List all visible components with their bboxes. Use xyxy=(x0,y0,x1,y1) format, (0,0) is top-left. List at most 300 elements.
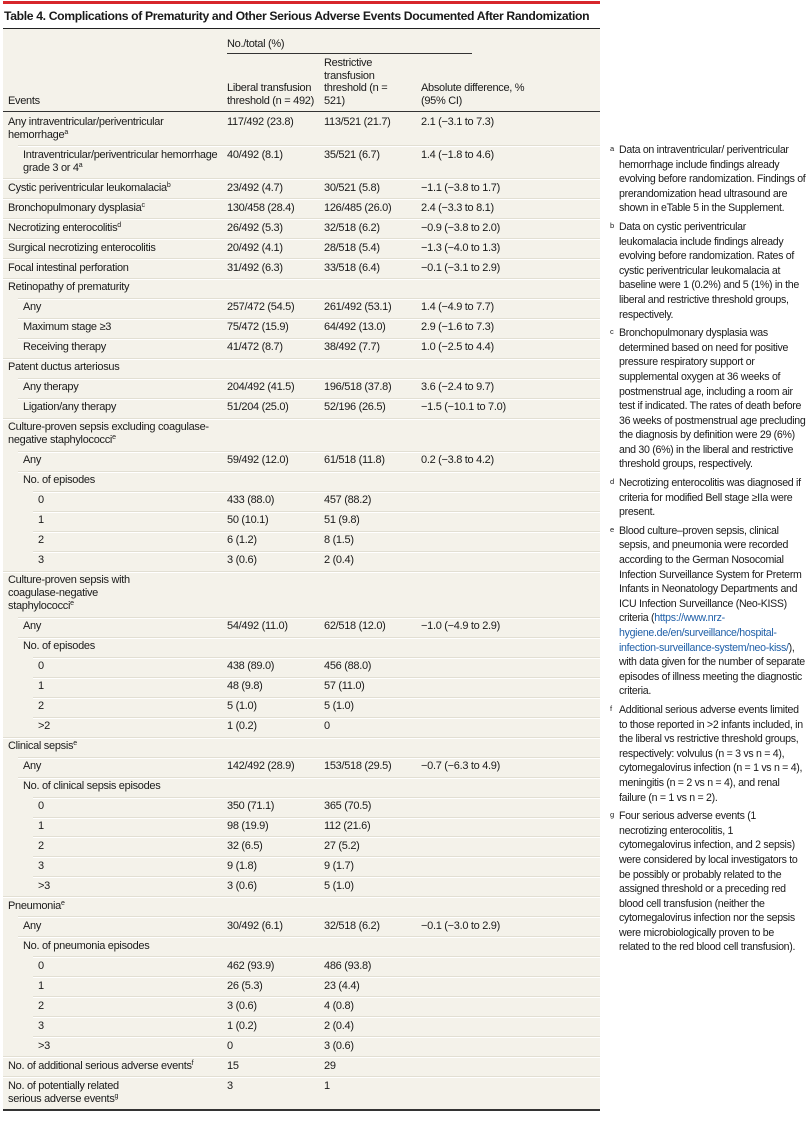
table-row xyxy=(3,278,600,298)
footnote-text: Data on intraventricular/ periventricular hemorrhage include findings already evolving before randomization. Findings of prerandomization head ultrasound are shown in eTable 5 in the Supplement. xyxy=(619,144,806,215)
difference-value xyxy=(418,1040,598,1053)
difference-value xyxy=(418,361,598,374)
event-label-text: 2 xyxy=(38,840,44,853)
event-label xyxy=(3,116,224,142)
event-label-text: No. of episodes xyxy=(23,474,95,487)
event-label xyxy=(3,321,224,334)
difference-value: −0.9 (−3.8 to 2.0) xyxy=(421,221,500,234)
liberal-value: 20/492 (4.1) xyxy=(227,241,283,254)
event-label-text: 2 xyxy=(38,534,44,547)
difference-value: 2.4 (−3.3 to 8.1) xyxy=(421,201,494,214)
footnote-mark: d xyxy=(610,477,614,487)
difference-value: −1.3 (−4.0 to 1.3) xyxy=(421,241,500,254)
difference-value xyxy=(418,880,598,893)
liberal-value: 433 (88.0) xyxy=(227,494,275,507)
event-label xyxy=(3,1080,224,1106)
footnote-marker: b xyxy=(166,181,171,189)
footnote-g xyxy=(610,809,806,955)
event-label xyxy=(3,554,224,567)
event-label-text: Any intraventricular/periventricular hemorrhage xyxy=(8,115,164,141)
restrictive-value xyxy=(321,574,418,613)
liberal-value: 350 (71.1) xyxy=(227,800,275,813)
footnote-marker: d xyxy=(117,221,121,229)
restrictive-value: 35/521 (6.7) xyxy=(324,148,380,161)
restrictive-value: 52/196 (26.5) xyxy=(324,401,386,414)
table-body xyxy=(3,112,600,1109)
liberal-value: 26/492 (5.3) xyxy=(227,221,283,234)
event-label xyxy=(3,980,224,993)
event-label xyxy=(3,860,224,873)
header-restrictive: Restrictive transfusion threshold (n = 521) xyxy=(324,57,388,107)
event-label xyxy=(3,182,224,195)
event-label-text: Necrotizing enterocolitis xyxy=(8,221,118,234)
table-row xyxy=(3,797,600,817)
restrictive-value xyxy=(321,900,418,913)
table-title: Table 4. Complications of Prematurity and Other Serious Adverse Events Documented After Randomization xyxy=(4,9,590,23)
table-row xyxy=(3,1036,600,1056)
table-row xyxy=(3,378,600,398)
event-label xyxy=(3,900,224,913)
liberal-value: 3 (0.6) xyxy=(227,554,257,567)
footnote-a xyxy=(610,143,806,216)
restrictive-value: 112 (21.6) xyxy=(324,820,371,833)
restrictive-value: 0 xyxy=(324,720,330,733)
table-row xyxy=(3,198,600,218)
table-row xyxy=(3,338,600,358)
liberal-value: 204/492 (41.5) xyxy=(227,381,295,394)
footnote-mark: a xyxy=(610,144,614,153)
restrictive-value: 62/518 (12.0) xyxy=(324,620,386,633)
liberal-value: 462 (93.9) xyxy=(227,959,275,972)
event-label xyxy=(3,700,224,713)
event-label-text: Any therapy xyxy=(23,381,79,394)
footnote-marker: a xyxy=(78,161,83,169)
table-row xyxy=(3,677,600,697)
restrictive-value: 113/521 (21.7) xyxy=(324,115,391,128)
liberal-value: 9 (1.8) xyxy=(227,860,257,873)
liberal-value: 0 xyxy=(227,1039,233,1052)
difference-value xyxy=(418,494,598,507)
difference-value xyxy=(418,554,598,567)
liberal-value xyxy=(224,574,321,613)
footnote-marker: e xyxy=(60,900,65,908)
restrictive-value: 32/518 (6.2) xyxy=(324,221,380,234)
restrictive-value: 61/518 (11.8) xyxy=(324,454,385,467)
liberal-value xyxy=(224,474,321,487)
liberal-value: 438 (89.0) xyxy=(227,660,275,673)
event-label-text: Any xyxy=(23,301,42,314)
table-row xyxy=(3,358,600,378)
footnote-marker: f xyxy=(191,1059,194,1067)
event-label xyxy=(3,381,224,394)
liberal-value xyxy=(224,900,321,913)
difference-value xyxy=(418,780,598,793)
difference-value: −0.7 (−6.3 to 4.9) xyxy=(421,760,500,773)
event-label xyxy=(3,840,224,853)
liberal-value: 59/492 (12.0) xyxy=(227,454,289,467)
table-row xyxy=(3,511,600,531)
difference-value xyxy=(418,474,598,487)
difference-value xyxy=(418,720,598,733)
restrictive-value: 1 xyxy=(324,1079,330,1092)
header-liberal: Liberal transfusion threshold (n = 492) xyxy=(227,82,314,107)
column-group-header: No./total (%) xyxy=(227,38,285,50)
difference-value: 2.9 (−1.6 to 7.3) xyxy=(421,321,494,334)
difference-value xyxy=(418,840,598,853)
event-label xyxy=(3,940,224,953)
difference-value xyxy=(418,1060,598,1073)
event-label-text: Any xyxy=(23,454,42,467)
event-label xyxy=(3,454,224,467)
footnote-b xyxy=(610,220,806,322)
event-label xyxy=(3,800,224,813)
event-label xyxy=(3,1000,224,1013)
restrictive-value: 33/518 (6.4) xyxy=(324,261,380,274)
difference-value xyxy=(418,421,598,447)
event-label xyxy=(3,262,224,275)
liberal-value xyxy=(224,421,321,447)
liberal-value xyxy=(224,361,321,374)
event-label-text: No. of episodes xyxy=(23,640,95,653)
footnote-text: Necrotizing enterocolitis was diagnosed if criteria for modified Bell stage ≥IIa were present. xyxy=(619,477,801,519)
restrictive-value: 64/492 (13.0) xyxy=(324,321,386,334)
restrictive-value: 9 (1.7) xyxy=(324,860,354,873)
table-row xyxy=(3,757,600,777)
event-label-text: 3 xyxy=(38,860,44,873)
table-row xyxy=(3,697,600,717)
event-label-text: 1 xyxy=(38,514,44,527)
difference-value: −1.0 (−4.9 to 2.9) xyxy=(421,620,500,633)
header-events: Events xyxy=(8,94,40,107)
footnote-mark: e xyxy=(610,524,614,534)
table-row xyxy=(3,976,600,996)
footnote-text: Bronchopulmonary dysplasia was determined based on need for positive pressure respiratory support or supplemental oxygen at 36 weeks of postmenstrual age, including a room air test if indicated. The rates of death before 36 weeks of postmenstrual age precluding the diagnosis by definition were 29 (6%) and 30 (6%) in the liberal and restrictive threshold groups, respectively. xyxy=(619,327,806,471)
table-header xyxy=(3,29,600,112)
event-label xyxy=(3,960,224,973)
difference-value xyxy=(418,680,598,693)
event-label-text: No. of potentially related serious adverse events xyxy=(8,1079,119,1105)
difference-value xyxy=(418,980,598,993)
event-label xyxy=(3,880,224,893)
event-label xyxy=(3,620,224,633)
liberal-value xyxy=(224,281,321,294)
event-label-text: 3 xyxy=(38,1019,44,1032)
event-label-text: 2 xyxy=(38,999,44,1012)
difference-value xyxy=(418,940,598,953)
neo-kiss-link[interactable]: https://www.nrz-hygiene.de/en/surveillance/hospital-infection-surveillance-system/neo-kiss/ xyxy=(619,612,789,654)
event-label-text: Retinopathy of prematurity xyxy=(8,281,130,294)
event-label-text: 2 xyxy=(38,700,44,713)
footnote-marker: e xyxy=(73,740,77,748)
liberal-value: 50 (10.1) xyxy=(227,514,269,527)
table-row xyxy=(3,571,600,617)
difference-value xyxy=(418,900,598,913)
event-label-text: Cystic periventricular leukomalacia xyxy=(8,181,167,194)
liberal-value: 54/492 (11.0) xyxy=(227,620,288,633)
difference-value xyxy=(418,514,598,527)
footnote-mark: b xyxy=(610,220,614,230)
liberal-value: 98 (19.9) xyxy=(227,820,269,833)
restrictive-value: 23 (4.4) xyxy=(324,979,360,992)
liberal-value: 23/492 (4.7) xyxy=(227,181,283,194)
difference-value xyxy=(418,800,598,813)
event-label-text: 1 xyxy=(38,820,44,833)
table-row xyxy=(3,657,600,677)
footnote-mark: g xyxy=(610,810,614,820)
liberal-value: 142/492 (28.9) xyxy=(227,760,295,773)
restrictive-value: 29 xyxy=(324,1059,336,1072)
footnote-text: Four serious adverse events (1 necrotizing enterocolitis, 1 cytomegalovirus infection, and 2 sepsis) were considered by local investigators to be possibly or probably related to the assigned threshold or a preceding red blood cell transfusion (neither the cytomegalovirus infection nor the sepsis were microbiologically proven to be related to the red blood cell transfusion). xyxy=(619,810,798,954)
footnote-c xyxy=(610,326,806,472)
table-row xyxy=(3,218,600,238)
event-label-text: 0 xyxy=(38,800,44,813)
restrictive-value xyxy=(321,940,418,953)
event-label xyxy=(3,281,224,294)
event-label xyxy=(3,341,224,354)
difference-value xyxy=(418,1020,598,1033)
event-label xyxy=(3,640,224,653)
restrictive-value xyxy=(321,361,418,374)
event-label xyxy=(3,820,224,833)
event-label xyxy=(3,660,224,673)
event-label-text: Maximum stage ≥3 xyxy=(23,321,112,334)
event-label xyxy=(3,1060,224,1073)
liberal-value: 3 (0.6) xyxy=(227,880,257,893)
event-label xyxy=(3,574,224,613)
footnote-text: Data on cystic periventricular leukomalacia include findings already evolving before randomization. Rates of cystic periventricular leukomalacia at baseline were 1 (0.2%) and 5 (1%) in the liberal and restrictive threshold groups, respectively. xyxy=(619,220,799,321)
difference-value xyxy=(418,860,598,873)
event-label xyxy=(3,421,224,447)
table-row xyxy=(3,936,600,956)
event-label-text: Clinical sepsis xyxy=(8,740,74,753)
complications-table xyxy=(3,28,600,1111)
table-row xyxy=(3,617,600,637)
difference-value xyxy=(418,700,598,713)
table-row xyxy=(3,451,600,471)
difference-value xyxy=(418,1080,598,1106)
difference-value: 0.2 (−3.8 to 4.2) xyxy=(421,454,494,467)
event-label-text: Bronchopulmonary dysplasia xyxy=(8,201,142,214)
table-row xyxy=(3,817,600,837)
liberal-value: 117/492 (23.8) xyxy=(227,115,294,128)
restrictive-value: 32/518 (6.2) xyxy=(324,920,380,933)
event-label-text: Culture-proven sepsis excluding coagulase-negative staphylococci xyxy=(8,421,209,447)
liberal-value: 3 (0.6) xyxy=(227,999,257,1012)
table-row xyxy=(3,145,600,178)
table-row xyxy=(3,856,600,876)
restrictive-value: 486 (93.8) xyxy=(324,959,372,972)
restrictive-value: 28/518 (5.4) xyxy=(324,241,380,254)
restrictive-value: 365 (70.5) xyxy=(324,800,372,813)
difference-value xyxy=(418,740,598,753)
event-label xyxy=(3,361,224,374)
restrictive-value: 57 (11.0) xyxy=(324,680,365,693)
restrictive-value xyxy=(321,740,418,753)
event-label xyxy=(3,242,224,255)
table-row xyxy=(3,956,600,976)
table-row xyxy=(3,876,600,896)
table-row xyxy=(3,737,600,757)
liberal-value: 41/472 (8.7) xyxy=(227,341,283,354)
restrictive-value: 196/518 (37.8) xyxy=(324,381,392,394)
table-row xyxy=(3,551,600,571)
event-label-text: Any xyxy=(23,760,42,773)
event-label-text: Any xyxy=(23,920,42,933)
table-row xyxy=(3,298,600,318)
event-label xyxy=(3,202,224,215)
footnote-d xyxy=(610,476,806,520)
event-label-text: Patent ductus arteriosus xyxy=(8,361,120,374)
liberal-value: 51/204 (25.0) xyxy=(227,401,289,414)
event-label-text: No. of clinical sepsis episodes xyxy=(23,780,161,793)
restrictive-value xyxy=(321,474,418,487)
liberal-value: 3 xyxy=(227,1079,233,1092)
event-label-text: Culture-proven sepsis with coagulase-negative staphylococci xyxy=(8,574,130,613)
liberal-value: 31/492 (6.3) xyxy=(227,261,283,274)
event-label xyxy=(3,920,224,933)
difference-value: 1.4 (−1.8 to 4.6) xyxy=(421,148,494,161)
table-row xyxy=(3,178,600,198)
liberal-value: 40/492 (8.1) xyxy=(227,148,283,161)
footnote-marker: e xyxy=(70,600,74,608)
liberal-value: 257/472 (54.5) xyxy=(227,301,295,314)
table-row xyxy=(3,531,600,551)
table-row xyxy=(3,916,600,936)
event-label-text: Surgical necrotizing enterocolitis xyxy=(8,241,156,254)
event-label-text: >3 xyxy=(38,1039,50,1052)
table-row xyxy=(3,112,600,145)
difference-value xyxy=(418,640,598,653)
event-label-text: Ligation/any therapy xyxy=(23,401,117,414)
event-label xyxy=(3,474,224,487)
restrictive-value: 2 (0.4) xyxy=(324,1019,354,1032)
liberal-value: 1 (0.2) xyxy=(227,1019,257,1032)
difference-value xyxy=(418,1000,598,1013)
footnote-text: Additional serious adverse events limited to those reported in >2 infants included, in the liberal vs restrictive threshold groups, respectively: volvulus (n = 3 vs n = 4), cytomegalovirus infection (n = 1 vs n = 4), meningitis (n = 2 vs n = 4), and renal failure (n = 1 vs n = 2). xyxy=(619,703,803,804)
liberal-value: 30/492 (6.1) xyxy=(227,920,283,933)
restrictive-value: 30/521 (5.8) xyxy=(324,181,380,194)
restrictive-value: 5 (1.0) xyxy=(324,700,354,713)
restrictive-value xyxy=(321,421,418,447)
event-label-text: Receiving therapy xyxy=(23,341,106,354)
event-label-text: 1 xyxy=(38,680,44,693)
difference-value: 1.0 (−2.5 to 4.4) xyxy=(421,341,494,354)
table-row xyxy=(3,777,600,797)
restrictive-value: 38/492 (7.7) xyxy=(324,341,380,354)
restrictive-value: 4 (0.8) xyxy=(324,999,354,1012)
restrictive-value: 8 (1.5) xyxy=(324,534,354,547)
header-difference: Absolute difference, % (95% CI) xyxy=(421,82,525,107)
table-row xyxy=(3,1076,600,1109)
event-label xyxy=(3,740,224,753)
liberal-value: 75/472 (15.9) xyxy=(227,321,289,334)
restrictive-value: 456 (88.0) xyxy=(324,660,372,673)
liberal-value xyxy=(224,940,321,953)
footnote-text-after: ), with data given for the number of separate episodes of illness meeting the diagnostic criteria. xyxy=(619,641,805,698)
event-label-text: Focal intestinal perforation xyxy=(8,261,129,274)
liberal-value: 48 (9.8) xyxy=(227,680,263,693)
column-group-rule xyxy=(227,53,472,54)
event-label-text: No. of pneumonia episodes xyxy=(23,940,150,952)
restrictive-value xyxy=(321,780,418,793)
event-label xyxy=(3,494,224,507)
event-label xyxy=(3,1040,224,1053)
restrictive-value: 153/518 (29.5) xyxy=(324,760,392,773)
table-row xyxy=(3,896,600,916)
event-label xyxy=(3,680,224,693)
table-footnotes xyxy=(610,143,806,959)
difference-value xyxy=(418,820,598,833)
event-label xyxy=(3,514,224,527)
difference-value xyxy=(418,281,598,294)
event-label xyxy=(3,149,224,175)
liberal-value: 32 (6.5) xyxy=(227,840,263,853)
difference-value: −0.1 (−3.0 to 2.9) xyxy=(421,920,500,933)
table-row xyxy=(3,1016,600,1036)
event-label xyxy=(3,301,224,314)
event-label xyxy=(3,1020,224,1033)
liberal-value: 5 (1.0) xyxy=(227,700,257,713)
liberal-value: 6 (1.2) xyxy=(227,534,257,547)
event-label xyxy=(3,720,224,733)
footnote-marker: e xyxy=(112,434,116,442)
restrictive-value xyxy=(321,281,418,294)
event-label-text: No. of additional serious adverse events xyxy=(8,1059,192,1072)
liberal-value: 26 (5.3) xyxy=(227,979,263,992)
event-label-text: >3 xyxy=(38,880,50,893)
difference-value: 2.1 (−3.1 to 7.3) xyxy=(421,115,494,128)
difference-value: −0.1 (−3.1 to 2.9) xyxy=(421,261,500,274)
restrictive-value: 2 (0.4) xyxy=(324,554,354,567)
event-label xyxy=(3,780,224,793)
difference-value xyxy=(418,960,598,973)
restrictive-value: 27 (5.2) xyxy=(324,840,360,853)
table-row xyxy=(3,491,600,511)
liberal-value: 1 (0.2) xyxy=(227,720,257,733)
footnote-mark: c xyxy=(610,327,614,337)
difference-value: 3.6 (−2.4 to 9.7) xyxy=(421,381,494,394)
restrictive-value: 5 (1.0) xyxy=(324,880,354,893)
table-row xyxy=(3,1056,600,1076)
restrictive-value xyxy=(321,640,418,653)
table-row xyxy=(3,418,600,451)
event-label-text: Any xyxy=(23,620,42,633)
table-row xyxy=(3,238,600,258)
table-row xyxy=(3,996,600,1016)
difference-value xyxy=(418,660,598,673)
restrictive-value: 51 (9.8) xyxy=(324,514,360,527)
event-label xyxy=(3,401,224,414)
event-label-text: Intraventricular/periventricular hemorrhage grade 3 or 4 xyxy=(23,148,218,174)
event-label-text: 0 xyxy=(38,494,44,507)
difference-value: −1.1 (−3.8 to 1.7) xyxy=(421,181,500,194)
event-label-text: 0 xyxy=(38,660,44,673)
event-label xyxy=(3,222,224,235)
event-label-text: 1 xyxy=(38,979,44,992)
event-label-text: Pneumonia xyxy=(8,900,61,913)
restrictive-value: 3 (0.6) xyxy=(324,1039,354,1052)
liberal-value xyxy=(224,640,321,653)
footnote-text: Blood culture–proven sepsis, clinical sepsis, and pneumonia were recorded according to the German Nosocomial Infection Surveillance System for Preterm Infants in Neonatology Departments and ICU Infection Surveillance (Neo-KISS) criteria ( xyxy=(619,524,802,625)
difference-value xyxy=(418,574,598,613)
liberal-value: 15 xyxy=(227,1059,239,1072)
footnote-marker: g xyxy=(114,1092,119,1100)
event-label-text: 3 xyxy=(38,554,44,567)
liberal-value: 130/458 (28.4) xyxy=(227,201,295,214)
event-label-text: 0 xyxy=(38,959,44,972)
difference-value: 1.4 (−4.9 to 7.7) xyxy=(421,301,494,314)
event-label xyxy=(3,760,224,773)
